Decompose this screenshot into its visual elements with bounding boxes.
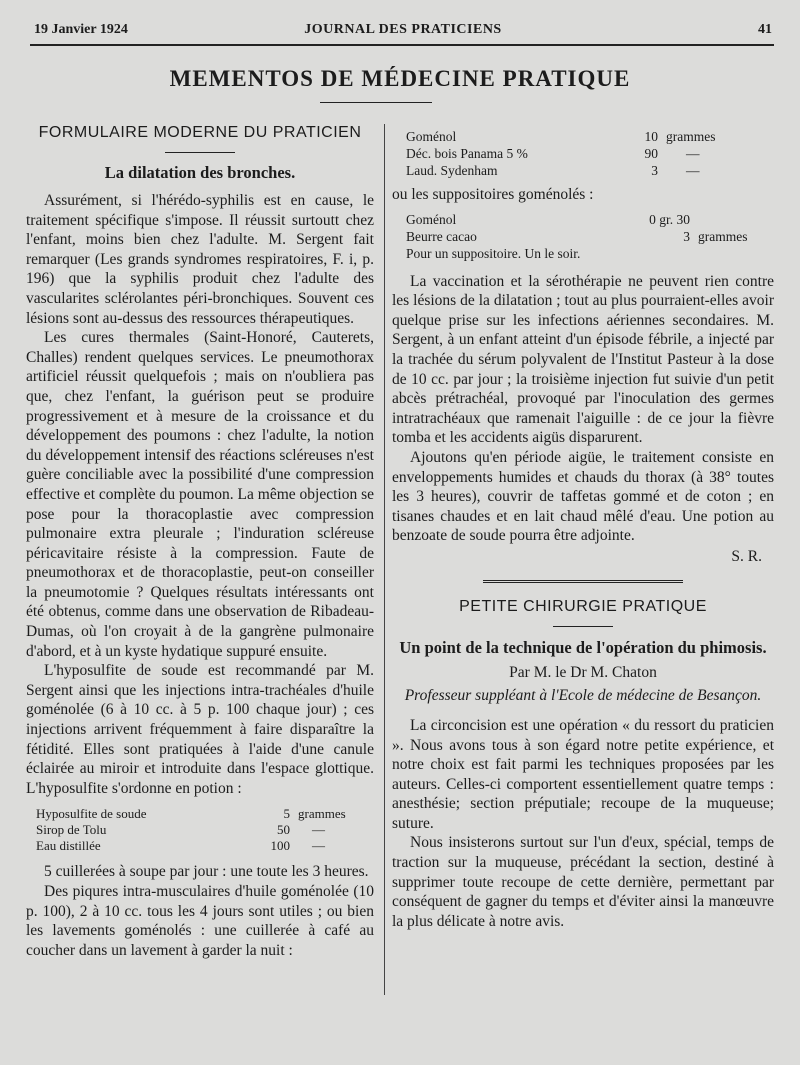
ingredient-qty: 100 [270, 838, 290, 854]
column-divider [384, 124, 385, 995]
formula-row [406, 211, 748, 228]
paragraph: Nous insisterons surtout sur l'un d'eux, spécial, temps de traction sur la muqueuse, précédant la section, destiné à supprimer toute recoupe de cette dernière, permettant par conséquent de gagner du temps et d'éviter ainsi la manœuvre la plus délicate à notre avis. [392, 834, 774, 930]
title-rule [320, 102, 432, 103]
section-rule [165, 152, 235, 153]
lavement-formula [406, 128, 716, 179]
paragraph: Les cures thermales (Saint-Honoré, Cauterets, Challes) rendent quelques services. Le pneumothorax artificiel réussit quelquefois ; mais on n'oubliera pas que, chez l'enfant, la guérison peut se produire progressivement et à mesure de la croissance et du développement des poumons : chez l'adulte, la notion du développement intensif des réactions scléreuses n'est guère conciliable avec la possibilité d'une compression effective et complète du poumon. La même objection se pose pour la thoracoplastie avec compression pulmonaire extra pleurale ; l'induration scléreuse péricavitaire résiste à la compression. Faute de pneumothorax et de thoracoplastie, peut-on conseiller la pneumotomie ? Quelques résultats intéressants ont été obtenus, comme dans une observation de Ribadeau-Dumas, où l'on croyait à de la gangrène pulmonaire d'abord, et à un kyste hydatique suppuré ensuite. [26, 329, 374, 660]
ingredient-qty: 3 [651, 163, 658, 178]
formula-row [36, 822, 346, 838]
ingredient-name: Goménol [406, 129, 457, 144]
section-title-chirurgie: PETITE CHIRURGIE PRATIQUE [459, 597, 707, 615]
paragraph: L'hyposulfite de soude est recommandé par M. Sergent ainsi que les injections intra-trachéales d'huile goménolée (6 à 10 cc. à 5 p. 100 chaque jour) ; ces injections arrivent fréquemment à faire disparaître la fétidité. Elles sont pratiquées à l'aide d'une canule éclairée au miroir et introduite dans l'espace glottique. L'hyposulfite s'ordonne en potion : [26, 662, 374, 797]
paragraph: La vaccination et la sérothérapie ne peuvent rien contre les lésions de la dilatation ; tout au plus pourraient-elles avoir quelque prise sur les infections aériennes secondaires. M. Sergent, à un enfant atteint d'un épisode fébrile, a injecté par la trachée du sérum polyvalent de l'Institut Pasteur à la dose de 10 cc. par jour ; la troisième injection fut suivie d'un petit abcès prétrachéal, provoqué par l'inoculation des germes intratrachéaux que ramenait l'aiguille : de ce jour la fièvre tomba et les accidents aigüs disparurent. [392, 272, 774, 447]
ingredient-unit: grammes [698, 228, 748, 244]
ingredient-name: Goménol [406, 211, 457, 227]
formula-row [406, 128, 716, 145]
suppositoire-note: Pour un suppositoire. Un le soir. [406, 245, 581, 261]
right-column [392, 128, 774, 931]
ingredient-qty: 90 [644, 146, 658, 161]
paragraph: 5 cuillerées à soupe par jour : une toute les 3 heures. [44, 863, 369, 881]
left-body-after [26, 862, 374, 960]
paragraph: Ajoutons qu'en période aigüe, le traitement consiste en enveloppements humides et chauds du thorax (à 38° toutes les 3 heures), couvrir de taffetas gommé et de coton ; en tisanes chaudes et en lait chaud mêlé d'eau. Une potion au benzoate de soude pourra être adjointe. [392, 448, 774, 545]
suppositoires-intro [392, 185, 774, 205]
formula-row [406, 162, 716, 179]
formula-row [406, 145, 716, 162]
ingredient-unit: — [686, 146, 700, 161]
left-body [26, 191, 374, 798]
article-subtitle: La dilatation des bronches. [104, 163, 296, 182]
main-title: MEMENTOS DE MÉDECINE PRATIQUE [169, 66, 631, 91]
section-rule [553, 626, 613, 627]
right-body [392, 272, 774, 546]
section-separator [483, 580, 683, 584]
article-body [392, 716, 774, 932]
potion-formula [36, 806, 346, 854]
ingredient-unit: grammes [298, 806, 346, 822]
ingredient-name: Sirop de Tolu [36, 822, 107, 838]
ingredient-qty: 3 [683, 228, 690, 244]
ingredient-name: Hyposulfite de soude [36, 806, 147, 822]
article-title: Un point de la technique de l'opération du phimosis. [399, 637, 767, 657]
paragraph: Assurément, si l'hérédo-syphilis est en cause, le traitement spécifique s'impose. Il réussit surtoutt chez l'enfant, moins bien chez l'adulte. M. Sergent fait remarquer (Les grands syndromes respiratoires, F. i, p. 196) que la syphilis produit chez l'adulte des vascularites sclérolantes péri-bronchiques. Souvent ces lésions sont au-dessus des ressources thérapeutiques. [26, 192, 374, 327]
formula-row [36, 838, 346, 854]
journal-name: JOURNAL DES PRATICIENS [304, 22, 502, 37]
formula-row [36, 806, 346, 822]
ingredient-name: Déc. bois Panama 5 % [406, 146, 528, 161]
paragraph: ou les suppositoires goménolés : [392, 186, 594, 203]
ingredient-name: Laud. Sydenham [406, 163, 498, 178]
article-byline: Par M. le Dr M. Chaton [509, 663, 657, 681]
ingredient-qty: 50 [277, 822, 290, 838]
ingredient-unit: — [312, 822, 325, 838]
ingredient-unit: — [686, 163, 700, 178]
issue-date: 19 Janvier 1924 [34, 22, 128, 37]
ingredient-qty: 10 [644, 129, 658, 144]
author-initials: S. R. [731, 547, 762, 565]
ingredient-unit: grammes [666, 129, 716, 144]
ingredient-qty: 5 [283, 806, 290, 822]
ingredient-unit: — [312, 838, 325, 854]
ingredient-unit [698, 211, 748, 228]
suppositoire-formula [406, 211, 748, 245]
running-head [34, 22, 772, 42]
section-title-formulaire: FORMULAIRE MODERNE DU PRATICIEN [38, 124, 362, 141]
ingredient-name: Eau distillée [36, 838, 101, 854]
left-column [26, 124, 374, 960]
author-affiliation: Professeur suppléant à l'Ecole de médecine de Besançon. [404, 686, 762, 704]
header-rule [30, 44, 774, 46]
paragraph: La circoncision est une opération « du ressort du praticien ». Nous avons tous à son égard notre petite expérience, et notre choix est fait parmi les techniques proposées par les auteurs. Celles-ci comportent essentiellement quatre temps : anesthésie; section préputiale; recoupe de la muqueuse; suture. [392, 716, 774, 832]
paragraph: Des piqures intra-musculaires d'huile goménolée (10 p. 100), 2 à 10 cc. tous les 4 jours sont utiles ; ou bien les lavements goménolés : une cuillerée à café au coucher dans un lavement à garder la nuit : [26, 883, 374, 959]
ingredient-name: Beurre cacao [406, 228, 477, 244]
page-number: 41 [758, 22, 772, 37]
formula-row [406, 228, 748, 245]
ingredient-qty: 0 gr. 30 [649, 211, 690, 227]
